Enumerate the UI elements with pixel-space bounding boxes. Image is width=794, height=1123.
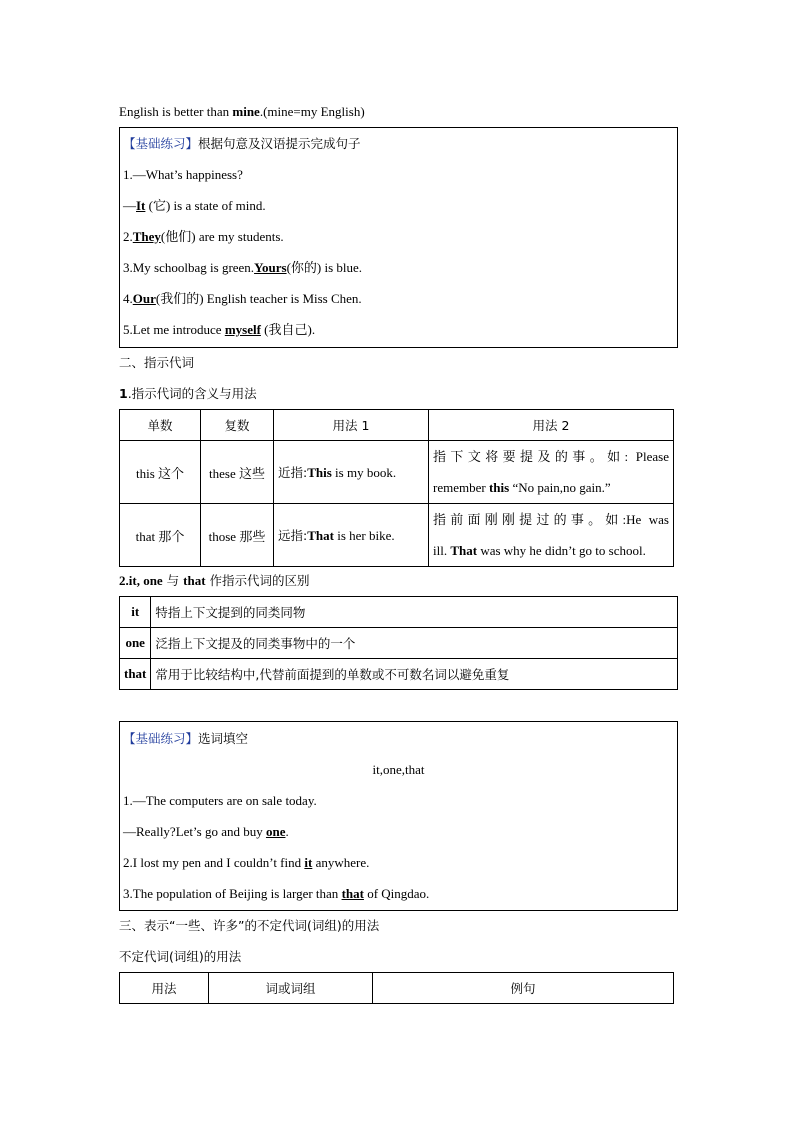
text: 3.My schoolbag is green. (123, 260, 255, 275)
exercise-1-box (119, 127, 678, 348)
answer: Yours (254, 260, 287, 275)
text: is my book. (331, 465, 397, 480)
table-cell: 特指上下文提到的同类同物 (151, 597, 678, 628)
text: (我们的) English teacher is Miss Chen. (155, 291, 362, 306)
header-cell: 单数 (120, 410, 201, 441)
subsection-1-heading (119, 385, 257, 403)
text: 2.it, one (119, 573, 163, 588)
text: 指前面刚刚提过的事。如:He was (433, 512, 669, 527)
exercise-1-heading (123, 135, 361, 153)
text: was why he didn’t go to school. (477, 543, 646, 558)
text: of Qingdao. (363, 886, 430, 901)
table-cell: one (120, 628, 151, 659)
text: 与 (162, 573, 184, 588)
exercise-1-line-1: 1.—What’s happiness? (123, 167, 243, 182)
table-cell: that 那个 (120, 504, 201, 567)
text: (我自己). (260, 322, 316, 337)
text: 作指示代词的区别 (205, 573, 310, 588)
table-row (120, 628, 678, 659)
exercise-1-line-4 (123, 259, 362, 277)
text: — (123, 198, 136, 213)
table-header-row (120, 973, 674, 1004)
text: (它) is a state of mind. (145, 198, 266, 213)
intro-line (119, 103, 365, 121)
table-row (120, 597, 678, 628)
text: (你的) is blue. (286, 260, 363, 275)
answer: They (132, 229, 161, 244)
table-cell: this 这个 (120, 441, 201, 504)
exercise-2-line-3 (123, 854, 369, 872)
text: This (307, 465, 332, 480)
text-line (433, 535, 669, 566)
subsection-2-heading (119, 572, 310, 590)
text: 1 (119, 386, 128, 401)
text: remember (433, 480, 489, 495)
section-3-heading: 三、表示“一些、许多”的不定代词(词组)的用法 (119, 918, 380, 933)
text: 远指: (278, 528, 308, 543)
text: . (285, 824, 289, 839)
intro-text-end: .(mine=my English) (259, 104, 365, 119)
table-cell: it (120, 597, 151, 628)
header-cell: 例句 (373, 973, 674, 1004)
exercise-title: 选词填空 (198, 731, 249, 746)
answer: Our (132, 291, 156, 306)
answer: it (304, 855, 313, 870)
table-cell (429, 504, 674, 567)
answer: one (265, 824, 286, 839)
exercise-1-line-6 (123, 321, 315, 339)
header-cell: 词或词组 (209, 973, 373, 1004)
text: 4. (123, 291, 133, 306)
text: 指下文将要提及的事。如: Please (433, 449, 669, 464)
text-line (433, 472, 669, 503)
indefinite-pronoun-table (119, 972, 674, 1004)
text: is her bike. (333, 528, 395, 543)
table-row (120, 504, 674, 567)
exercise-2-box (119, 721, 678, 911)
table-row (120, 441, 674, 504)
table-cell: that (120, 659, 151, 690)
exercise-1-line-5 (123, 290, 362, 308)
text: ill. (433, 543, 451, 558)
exercise-title: 根据句意及汉语提示完成句子 (198, 136, 361, 151)
text: (他们) are my students. (160, 229, 284, 244)
section-2-heading: 二、指示代词 (119, 355, 195, 370)
header-cell: 复数 (201, 410, 274, 441)
text: 2.I lost my pen and I couldn’t find (123, 855, 305, 870)
exercise-2-line-1: 1.—The computers are on sale today. (123, 793, 317, 808)
answer: that (341, 886, 364, 901)
text: 2. (123, 229, 133, 244)
text: 近指: (278, 465, 308, 480)
demonstrative-table (119, 409, 674, 567)
text: anywhere. (312, 855, 370, 870)
text: That (307, 528, 334, 543)
text: that (183, 573, 206, 588)
exercise-1-line-3 (123, 228, 284, 246)
table-row (120, 659, 678, 690)
intro-text: English is better than (119, 104, 233, 119)
header-cell: 用法 (120, 973, 209, 1004)
table-cell (429, 441, 674, 504)
answer: It (136, 198, 146, 213)
exercise-2-line-4 (123, 885, 429, 903)
text: “No pain,no gain.” (509, 480, 611, 495)
text: —Really?Let’s go and buy (123, 824, 266, 839)
header-cell: 用法 2 (429, 410, 674, 441)
exercise-1-line-2 (123, 197, 266, 215)
header-cell: 用法 1 (274, 410, 429, 441)
table-cell (274, 441, 429, 504)
table-cell: 常用于比较结构中,代替前面提到的单数或不可数名词以避免重复 (151, 659, 678, 690)
table-cell: these 这些 (201, 441, 274, 504)
intro-bold: mine (232, 104, 260, 119)
exercise-tag: 【基础练习】 (123, 136, 199, 151)
exercise-tag: 【基础练习】 (123, 731, 199, 746)
word-choices: it,one,that (372, 762, 425, 777)
exercise-2-heading (123, 730, 248, 748)
table-cell (274, 504, 429, 567)
answer: myself (224, 322, 261, 337)
table-cell: those 那些 (201, 504, 274, 567)
table-header-row (120, 410, 674, 441)
text: 5.Let me introduce (123, 322, 225, 337)
text: 3.The population of Beijing is larger than (123, 886, 342, 901)
text: That (450, 543, 478, 558)
text: .指示代词的含义与用法 (127, 386, 257, 401)
subsection-3-heading: 不定代词(词组)的用法 (119, 949, 242, 964)
exercise-2-line-2 (123, 823, 289, 841)
text: this (488, 480, 510, 495)
it-one-that-table (119, 596, 678, 690)
table-cell: 泛指上下文提及的同类事物中的一个 (151, 628, 678, 659)
